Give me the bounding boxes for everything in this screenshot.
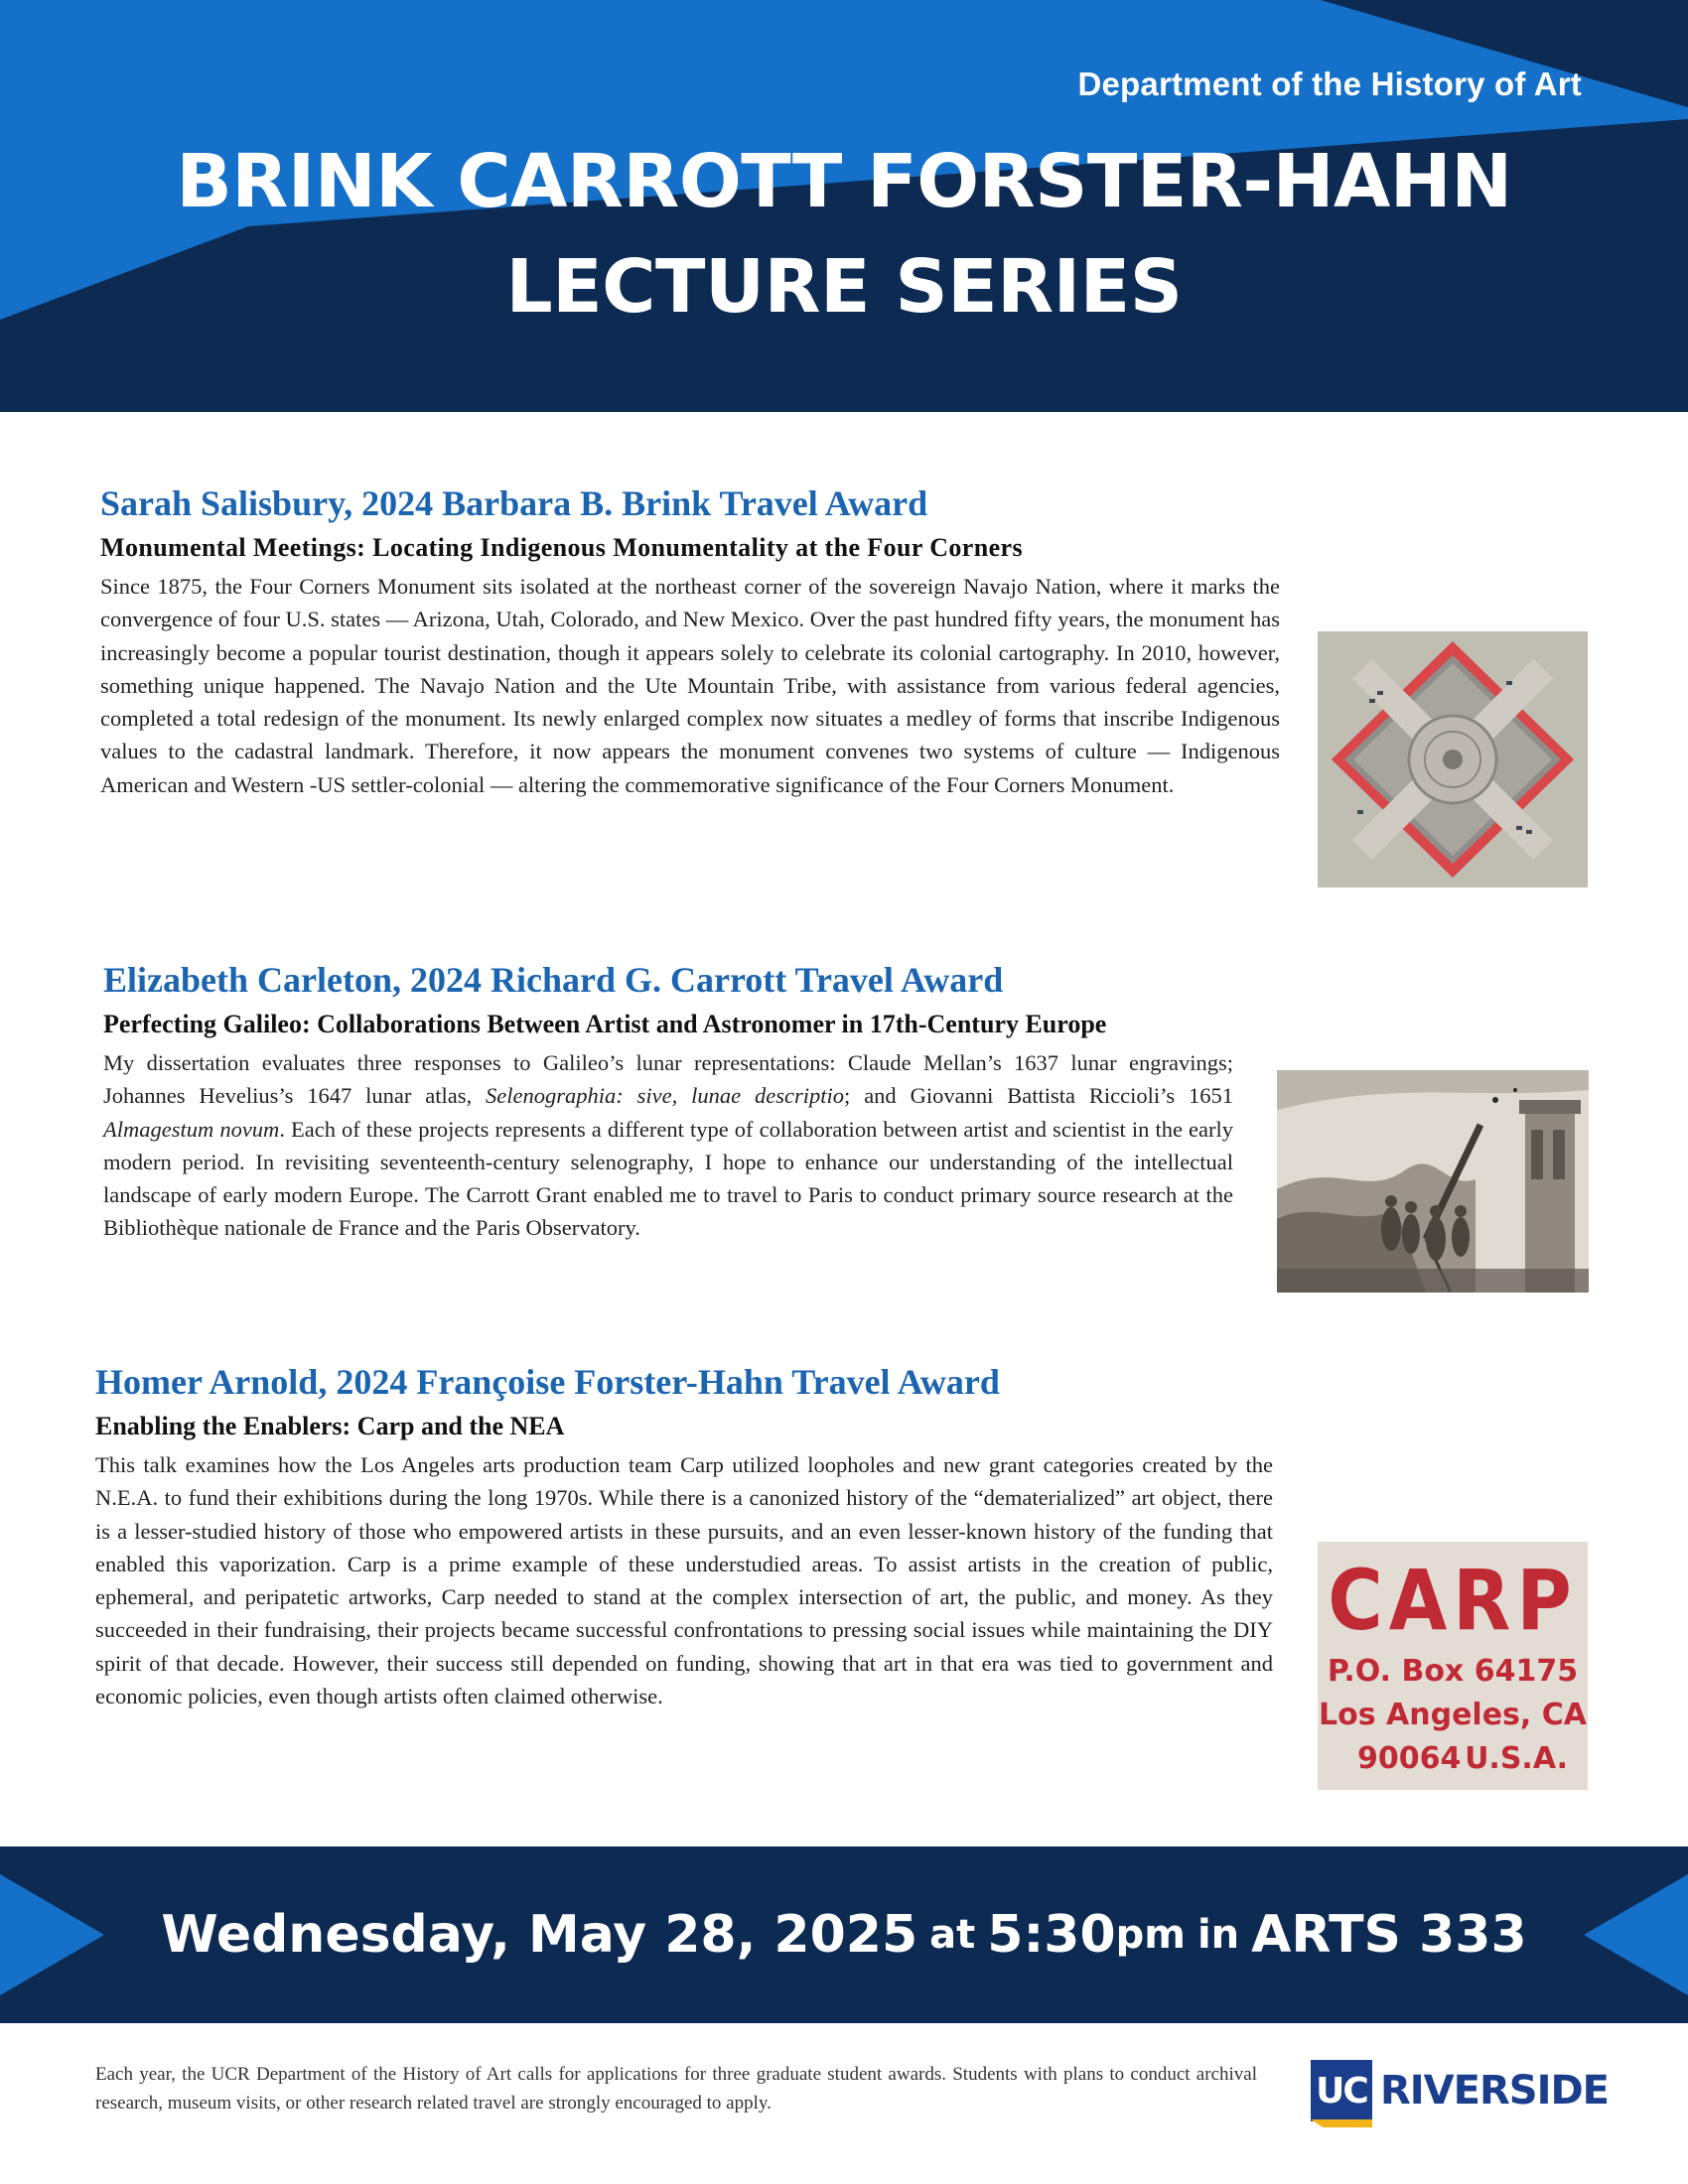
lecture-heading: Sarah Salisbury, 2024 Barbara B. Brink Travel Award <box>100 483 928 523</box>
event-room: ARTS 333 <box>1251 1905 1527 1965</box>
event-pm: pm <box>1115 1912 1186 1958</box>
lecture-section-1 <box>100 482 1280 801</box>
event-time: 5:30 <box>987 1905 1116 1965</box>
svg-text:90064: 90064 <box>1357 1741 1462 1776</box>
svg-text:P.O. Box 64175: P.O. Box 64175 <box>1327 1654 1579 1689</box>
event-at-word: at <box>929 1912 976 1958</box>
series-title-line1: BRINK CARROTT FORSTER-HAHN <box>176 139 1512 224</box>
lecture-abstract: Since 1875, the Four Corners Monument sits isolated at the northeast corner of the sovereign Navajo Nation, where it marks the convergence of four U.S. states — Arizona, Utah, Colorado, and New Mexico. Over the past hundred fifty years, the monument has increasingly become a popular tourist destination, though it appears solely to celebrate its colonial cartography. In 2010, however, something unique happened. The Navajo Nation and the Ute Mountain Tribe, with assistance from various federal agencies, completed a total redesign of the monument. Its newly enlarged complex now situates a medley of forms that inscribe Indigenous values to the cadastral landmark. Therefore, it now appears the monument convenes two systems of culture — Indigenous American and Western -US settler-colonial — altering the commemorative significance of the Four Corners Monument. <box>100 574 1280 797</box>
lecture-heading: Homer Arnold, 2024 Françoise Forster-Hahn Travel Award <box>95 1362 1000 1402</box>
logo-wordmark: RIVERSIDE <box>1380 2068 1609 2114</box>
series-title-line2: LECTURE SERIES <box>505 244 1183 330</box>
event-in-word: in <box>1196 1912 1240 1958</box>
lecture-subtitle: Enabling the Enablers: Carp and the NEA <box>95 1412 565 1440</box>
event-date-time-location <box>0 1846 1688 2023</box>
department-name: Department of the History of Art <box>1077 66 1582 102</box>
aerial-photo-icon <box>1318 631 1588 887</box>
logo-uc-mark: UC <box>1311 2060 1372 2121</box>
lecture-heading: Elizabeth Carleton, 2024 Richard G. Carrott Travel Award <box>103 960 1004 1000</box>
engraving-icon <box>1277 1070 1589 1293</box>
lecture-subtitle: Perfecting Galileo: Collaborations Between Artist and Astronomer in 17th-Century Europe <box>103 1010 1107 1038</box>
lecture-abstract: My dissertation evaluates three responses to Galileo’s lunar representations: Claude Mellan’s 1637 lunar engravings; Johannes Hevelius’s 1647 lunar atlas, Selenographia: sive, lunae descriptio; and Giovanni Battista Riccioli’s 1651 Almagestum novum. Each of these projects represents a different type of collaboration between artist and scientist in the early modern period. In revisiting seventeenth-century selenography, I hope to enhance our understanding of the intellectual landscape of early modern Europe. The Carrott Grant enabled me to travel to Paris to conduct primary source research at the Bibliothèque nationale de France and the Paris Observatory. <box>103 1050 1233 1241</box>
event-date-banner <box>0 1846 1688 2023</box>
carp-stamp-icon <box>1318 1542 1588 1790</box>
lecture-abstract: This talk examines how the Los Angeles arts production team Carp utilized loopholes and new grant categories created by the N.E.A. to fund their exhibitions during the long 1970s. While there is a canonized history of the “dematerialized” art object, there is a lesser-studied history of those who empowered artists in these pursuits, and an even lesser-known history of the funding that enabled this vaporization. Carp is a prime example of these understudied areas. To assist artists in the creation of public, ephemeral, and peripatetic artworks, Carp needed to stand at the complex intersection of art, the public, and money. As they succeeded in their fundraising, their projects became successful confrontations to pressing social issues while maintaining the DIY spirit of that decade. However, their success still depended on funding, showing that art in that era was tied to government and economic policies, even though artists often claimed otherwise. <box>95 1452 1273 1709</box>
svg-text:CARP: CARP <box>1328 1552 1578 1649</box>
header-banner <box>0 0 1688 412</box>
lecture-section-3 <box>95 1361 1273 1712</box>
lecture-section-2 <box>103 959 1235 1245</box>
svg-text:U.S.A.: U.S.A. <box>1465 1741 1568 1776</box>
svg-text:Los Angeles, CA: Los Angeles, CA <box>1319 1698 1587 1732</box>
footer-note: Each year, the UCR Department of the History of Art calls for applications for three graduate student awards. Students with plans to conduct archival research, museum visits, or other research related travel are strongly encouraged to apply. <box>95 2064 1257 2114</box>
event-date: Wednesday, May 28, 2025 <box>161 1905 918 1965</box>
uc-riverside-logo <box>1311 2060 1609 2125</box>
lecture-subtitle: Monumental Meetings: Locating Indigenous Monumentality at the Four Corners <box>100 533 1023 562</box>
